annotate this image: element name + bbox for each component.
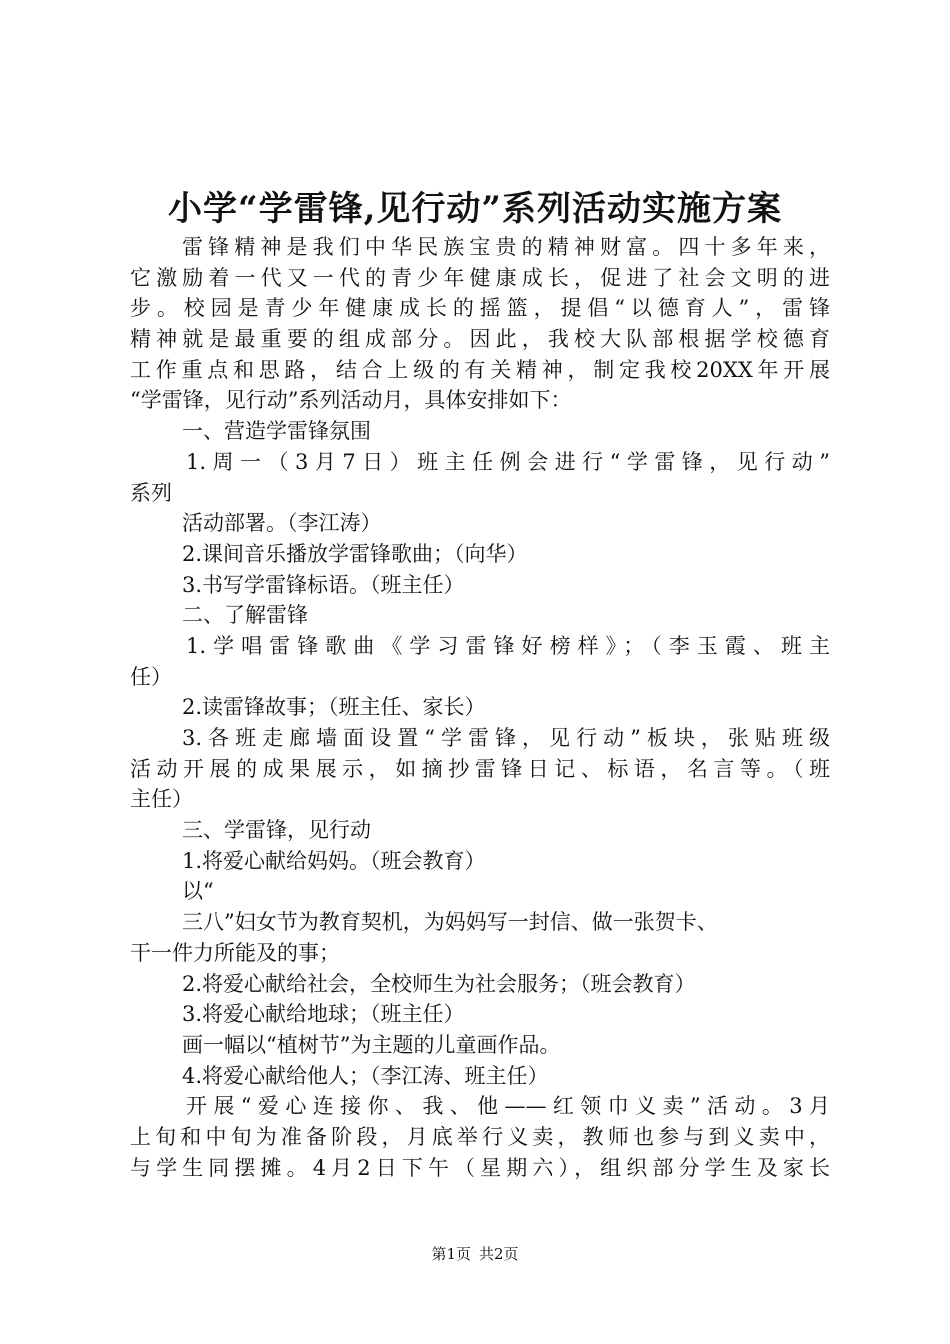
page-total: 共2页 [479, 1245, 519, 1263]
page-number: 第1页 [431, 1245, 471, 1263]
section-heading: 三、学雷锋，见行动 [182, 818, 371, 843]
paragraph-line: 与学生同摆摊。4月2日下午（星期六），组织部分学生及家长 [130, 1155, 830, 1180]
paragraph-line: 雷锋精神是我们中华民族宝贵的精神财富。四十多年来， [182, 235, 830, 259]
list-item: 1.学唱雷锋歌曲《学习雷锋好榜样》；（李玉霞、班主 [186, 633, 830, 658]
list-item-continuation: 主任） [130, 787, 193, 812]
paragraph-line: 工作重点和思路，结合上级的有关精神，制定我校20XX年开展 [130, 357, 830, 382]
section-heading: 一、营造学雷锋氛围 [182, 419, 371, 444]
list-item-continuation: 系列 [130, 480, 172, 505]
paragraph-line: 步。校园是青少年健康成长的摇篮，提倡“以德育人”，雷锋 [130, 296, 830, 321]
list-item: 2.读雷锋故事；（班主任、家长） [182, 695, 486, 720]
paragraph-line: 以“ [182, 879, 214, 904]
list-item: 3.将爱心献给地球；（班主任） [182, 1002, 465, 1027]
list-item-continuation: 活动开展的成果展示，如摘抄雷锋日记、标语，名言等。（班 [130, 756, 830, 781]
paragraph-line: 三八”妇女节为教育契机，为妈妈写一封信、做一张贺卡、 [182, 910, 718, 935]
paragraph-line: 精神就是最重要的组成部分。因此，我校大队部根据学校德育 [130, 327, 830, 352]
document-title: 小学“学雷锋,见行动”系列活动实施方案 [168, 189, 782, 229]
list-item: 4.将爱心献给他人；（李江涛、班主任） [182, 1063, 549, 1088]
paragraph-line: 画一幅以“植树节”为主题的儿童画作品。 [182, 1032, 561, 1057]
list-item: 2.课间音乐播放学雷锋歌曲；（向华） [182, 541, 528, 566]
section-heading: 二、了解雷锋 [182, 603, 308, 628]
document-body [130, 232, 830, 1183]
list-item: 3.各班走廊墙面设置“学雷锋，见行动”板块，张贴班级 [182, 726, 830, 750]
list-item: 2.将爱心献给社会，全校师生为社会服务；（班会教育） [182, 971, 696, 996]
paragraph-line: “学雷锋，见行动”系列活动月，具体安排如下： [130, 388, 572, 413]
page-footer [0, 1244, 950, 1264]
list-item: 1.将爱心献给妈妈。（班会教育） [182, 848, 486, 873]
list-item: 活动部署。（李江涛） [182, 511, 382, 536]
list-item-continuation: 任） [130, 664, 172, 689]
list-item: 3.书写学雷锋标语。（班主任） [182, 572, 465, 597]
paragraph-line: 它激励着一代又一代的青少年健康成长，促进了社会文明的进 [130, 265, 830, 290]
paragraph-line: 上旬和中旬为准备阶段，月底举行义卖，教师也参与到义卖中， [130, 1124, 830, 1149]
paragraph-line: 干一件力所能及的事； [130, 940, 340, 965]
list-item: 1.周一（3月7日）班主任例会进行“学雷锋，见行动” [186, 449, 830, 474]
paragraph-line: 开展“爱心连接你、我、他——红领巾义卖”活动。3月 [186, 1094, 830, 1119]
